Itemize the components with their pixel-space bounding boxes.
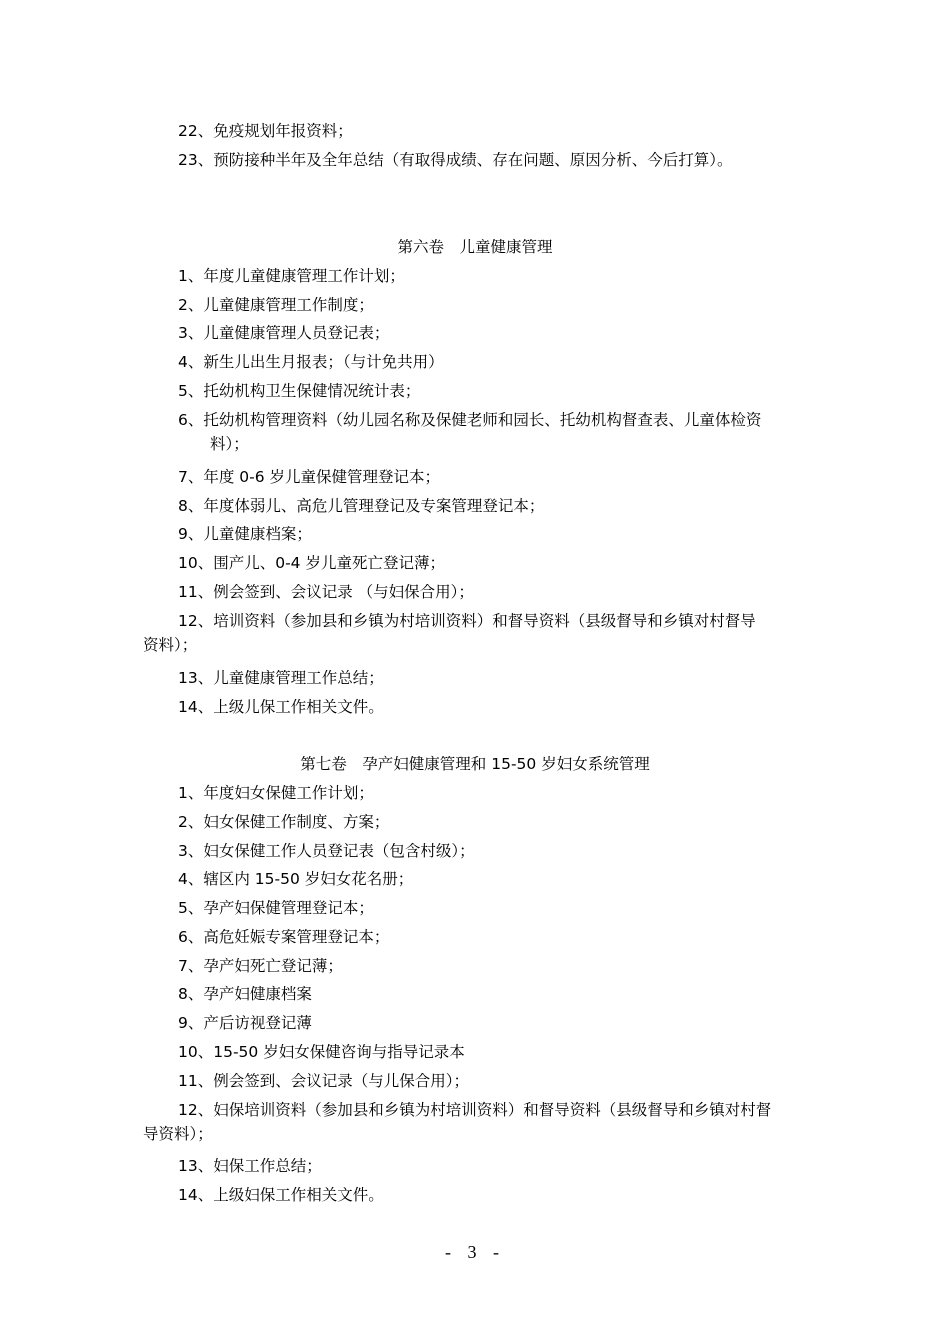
list-item-continuation: 导资料）； xyxy=(143,1125,213,1143)
list-item: 8、孕产妇健康档案 xyxy=(178,985,312,1003)
list-item: 3、妇女保健工作人员登记表（包含村级）； xyxy=(178,842,475,860)
list-item: 13、儿童健康管理工作总结； xyxy=(178,669,384,687)
list-item: 14、上级妇保工作相关文件。 xyxy=(178,1186,384,1204)
list-item: 10、15-50 岁妇女保健咨询与指导记录本 xyxy=(178,1043,465,1061)
list-item: 8、年度体弱儿、高危儿管理登记及专案管理登记本； xyxy=(178,497,545,515)
page-number: - 3 - xyxy=(445,1242,505,1262)
list-item-continuation: 资料）； xyxy=(143,636,198,654)
list-item: 2、儿童健康管理工作制度； xyxy=(178,296,374,314)
list-item: 1、年度妇女保健工作计划； xyxy=(178,784,374,802)
list-item: 11、例会签到、会议记录 （与妇保合用）； xyxy=(178,583,474,601)
list-item: 6、托幼机构管理资料（幼儿园名称及保健老师和园长、托幼机构督查表、儿童体检资 xyxy=(178,411,762,429)
list-item: 4、辖区内 15-50 岁妇女花名册； xyxy=(178,870,414,888)
list-item: 6、高危妊娠专案管理登记本； xyxy=(178,928,390,946)
list-item: 9、产后访视登记薄 xyxy=(178,1014,312,1032)
list-item: 13、妇保工作总结； xyxy=(178,1157,322,1175)
list-item: 5、孕产妇保健管理登记本； xyxy=(178,899,374,917)
section-title-volume-6: 第六卷 儿童健康管理 xyxy=(397,238,553,256)
list-item: 5、托幼机构卫生保健情况统计表； xyxy=(178,382,421,400)
list-item: 10、围产儿、0-4 岁儿童死亡登记薄； xyxy=(178,554,445,572)
list-item: 7、孕产妇死亡登记薄； xyxy=(178,957,343,975)
list-item: 1、年度儿童健康管理工作计划； xyxy=(178,267,405,285)
list-item: 12、妇保培训资料（参加县和乡镇为村培训资料）和督导资料（县级督导和乡镇对村督 xyxy=(178,1101,772,1119)
list-item: 11、例会签到、会议记录（与儿保合用）； xyxy=(178,1072,469,1090)
list-item: 3、儿童健康管理人员登记表； xyxy=(178,324,390,342)
list-item-continuation: 料）； xyxy=(210,435,249,453)
list-item: 7、年度 0-6 岁儿童保健管理登记本； xyxy=(178,468,441,486)
list-item: 14、上级儿保工作相关文件。 xyxy=(178,698,384,716)
list-item: 4、新生儿出生月报表；（与计免共用） xyxy=(178,353,444,371)
list-item: 22、免疫规划年报资料； xyxy=(178,122,353,140)
section-title-volume-7: 第七卷 孕产妇健康管理和 15-50 岁妇女系统管理 xyxy=(300,755,650,773)
list-item: 23、预防接种半年及全年总结（有取得成绩、存在问题、原因分析、今后打算）。 xyxy=(178,151,733,169)
list-item: 2、妇女保健工作制度、方案； xyxy=(178,813,390,831)
list-item: 12、培训资料（参加县和乡镇为村培训资料）和督导资料（县级督导和乡镇对村督导 xyxy=(178,612,756,630)
list-item: 9、儿童健康档案； xyxy=(178,525,312,543)
